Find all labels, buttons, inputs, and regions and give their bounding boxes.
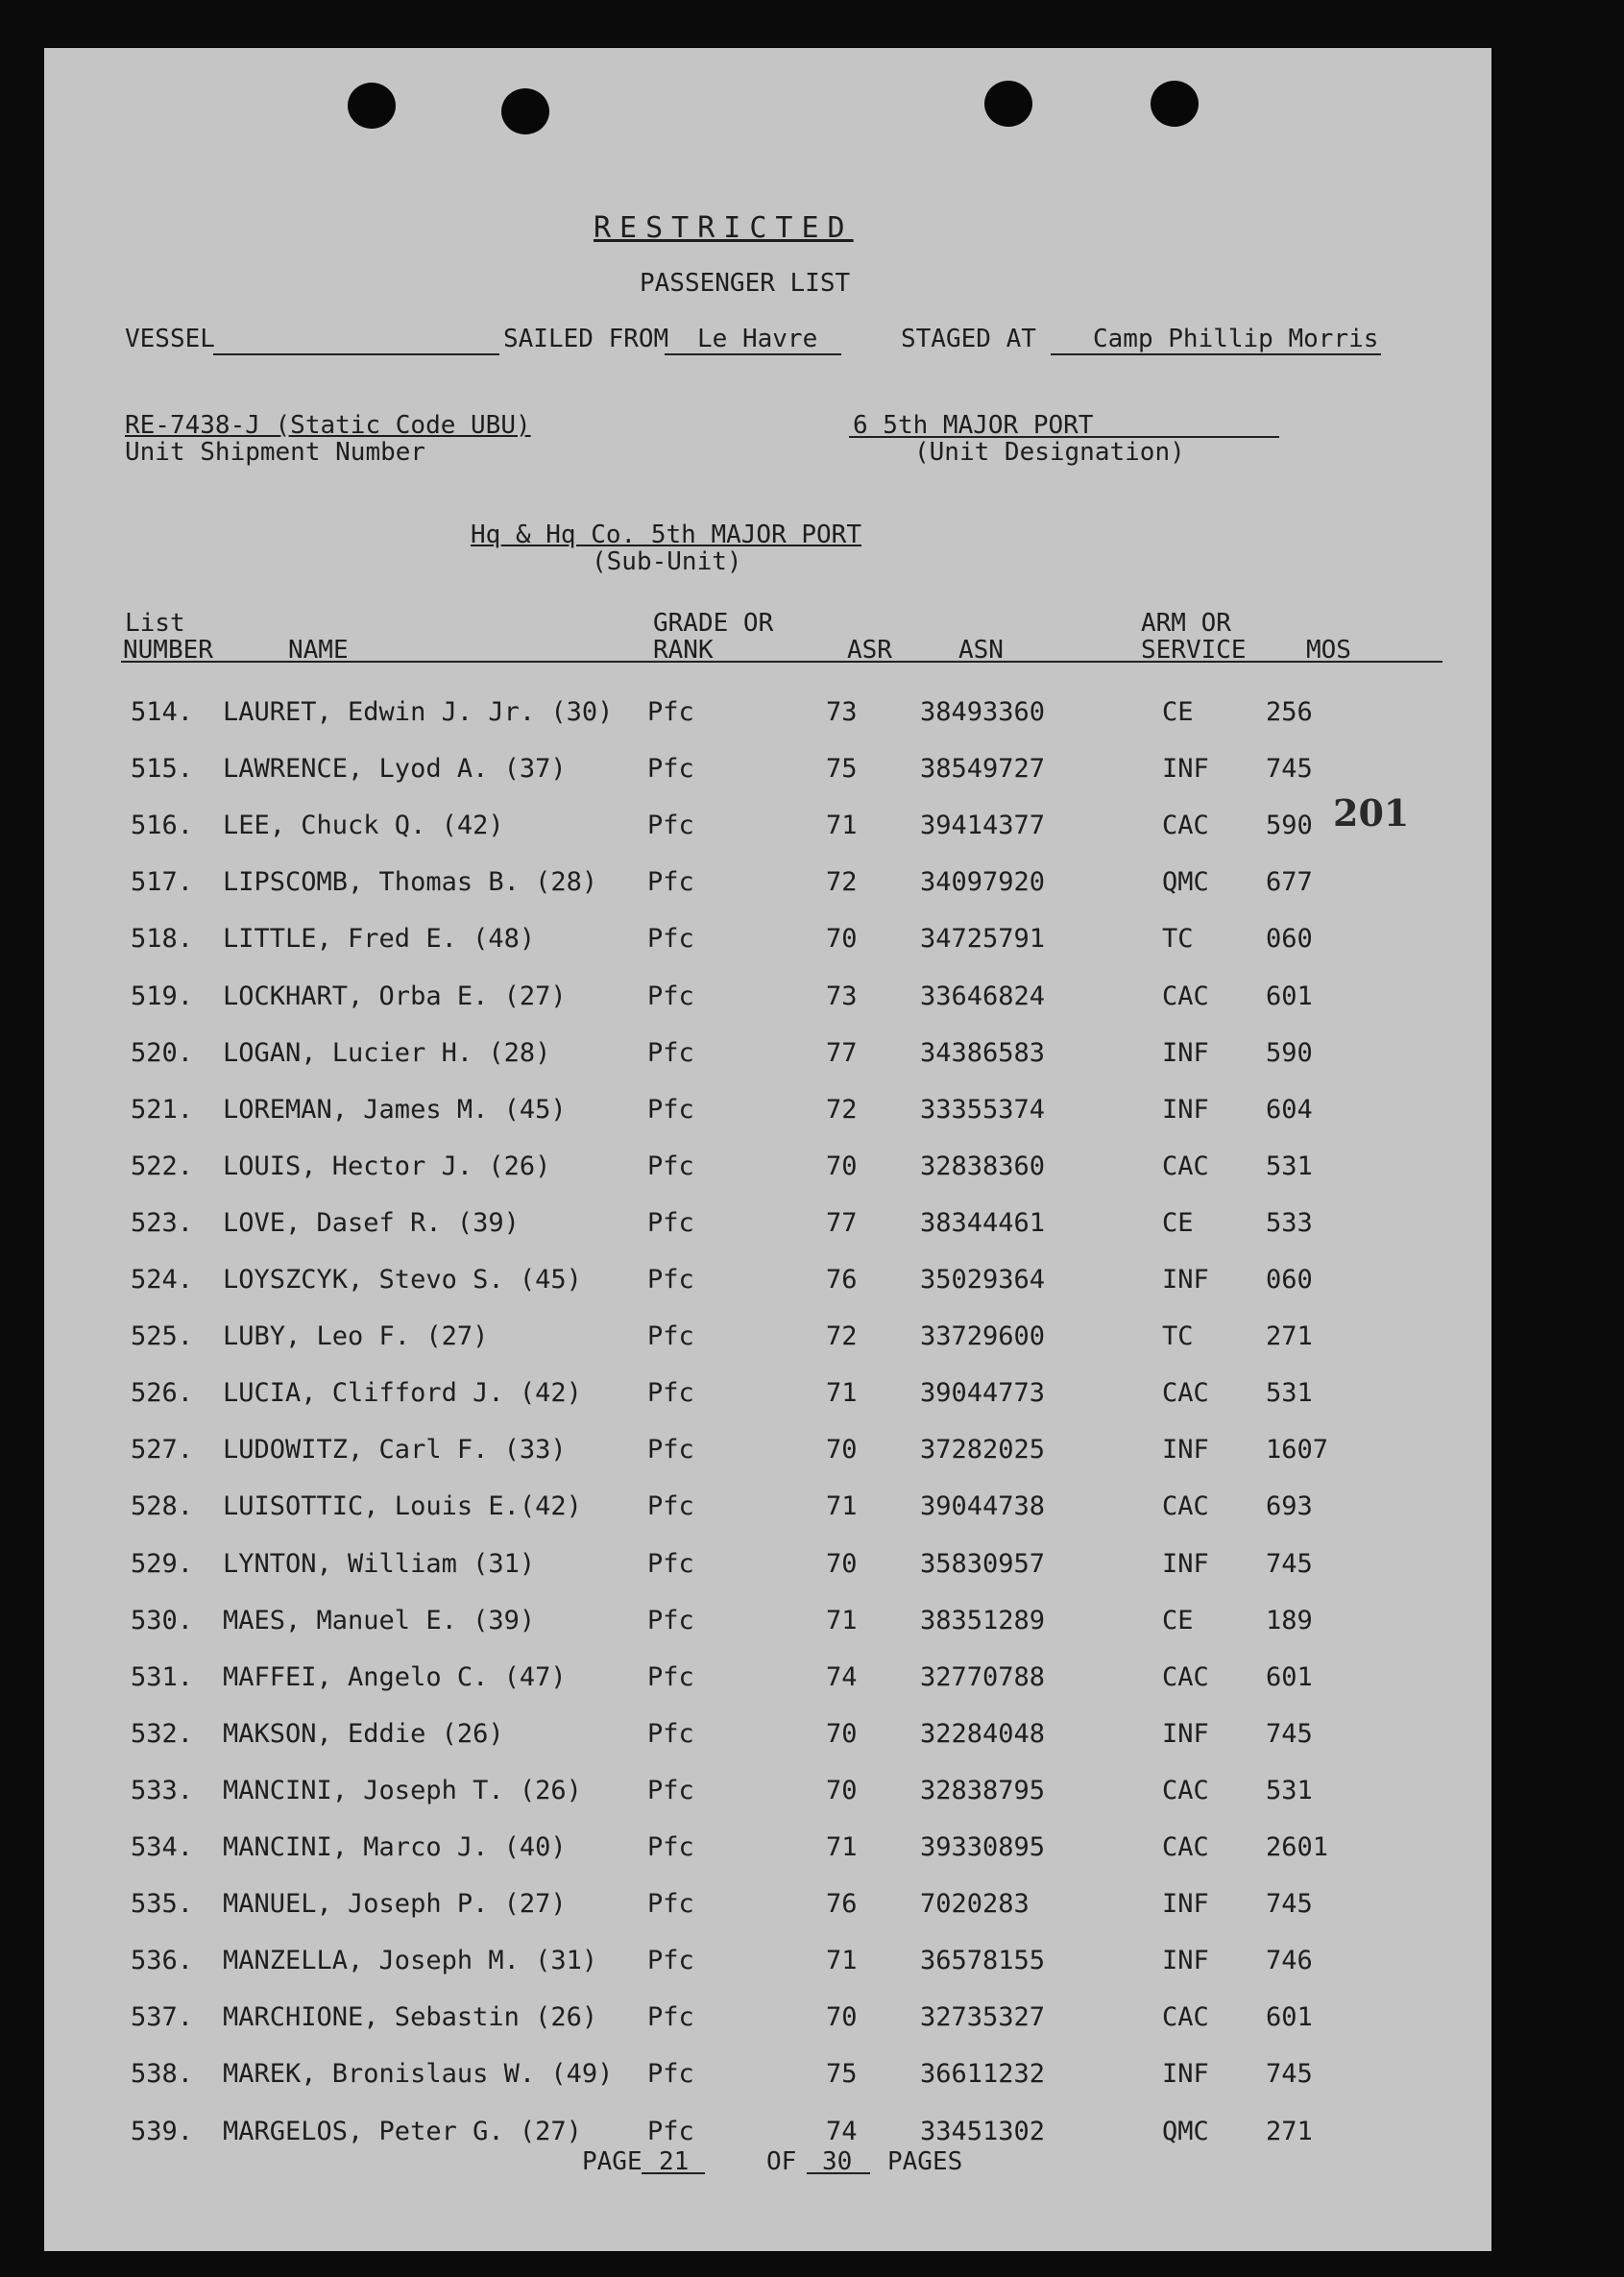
service-number: 35830957 [920, 1548, 1046, 1579]
mos-code: 189 [1266, 1605, 1313, 1635]
arm-service: CAC [1162, 981, 1209, 1011]
asr-score: 76 [826, 1889, 858, 1920]
grade-rank: Pfc [647, 697, 694, 727]
list-number: 525. [131, 1321, 194, 1352]
header-asr: ASR [847, 636, 892, 665]
list-number: 531. [131, 1661, 194, 1692]
page-label: PAGE [582, 2147, 642, 2176]
mos-code: 590 [1266, 811, 1313, 841]
list-number: 519. [131, 981, 194, 1011]
grade-rank: Pfc [647, 1661, 694, 1692]
punch-hole [1151, 81, 1199, 127]
list-number: 516. [131, 811, 194, 841]
grade-rank: Pfc [647, 1775, 694, 1805]
passenger-name: LEE, Chuck Q. (42) [223, 811, 504, 841]
mos-code: 745 [1266, 1889, 1313, 1920]
asr-score: 76 [826, 1265, 858, 1295]
grade-rank: Pfc [647, 1435, 694, 1466]
list-number: 514. [131, 697, 194, 727]
document-page [44, 48, 1491, 2251]
service-number: 32838795 [920, 1775, 1046, 1805]
service-number: 32770788 [920, 1661, 1046, 1692]
arm-service: CAC [1162, 1378, 1209, 1409]
table-row [44, 2059, 1491, 2097]
passenger-name: LAURET, Edwin J. Jr. (30) [223, 697, 614, 727]
grade-rank: Pfc [647, 867, 694, 898]
header-asn: ASN [958, 636, 1004, 665]
table-row [44, 1946, 1491, 1984]
service-number: 38549727 [920, 754, 1046, 785]
grade-rank: Pfc [647, 1605, 694, 1635]
service-number: 34386583 [920, 1037, 1046, 1068]
grade-rank: Pfc [647, 1718, 694, 1749]
passenger-name: MANUEL, Joseph P. (27) [223, 1889, 567, 1920]
table-row [44, 811, 1491, 849]
service-number: 34725791 [920, 924, 1046, 955]
service-number: 38344461 [920, 1207, 1046, 1238]
header-mos: MOS [1306, 636, 1351, 665]
grade-rank: Pfc [647, 1832, 694, 1862]
asr-score: 72 [826, 867, 858, 898]
page-number: 21 [659, 2147, 690, 2176]
table-row [44, 1491, 1491, 1530]
passenger-name: LOGAN, Lucier H. (28) [223, 1037, 551, 1068]
staged-at-value: Camp Phillip Morris [1093, 325, 1379, 353]
list-number: 517. [131, 867, 194, 898]
header-number: NUMBER [123, 636, 213, 665]
mos-code: 745 [1266, 754, 1313, 785]
unit-designation-label: (Unit Designation) [914, 438, 1185, 467]
document-title: PASSENGER LIST [640, 269, 851, 298]
list-number: 539. [131, 2116, 194, 2146]
passenger-name: MAKSON, Eddie (26) [223, 1718, 504, 1749]
list-number: 532. [131, 1718, 194, 1749]
table-row [44, 1038, 1491, 1077]
total-pages: 30 [822, 2147, 853, 2176]
passenger-name: LUDOWITZ, Carl F. (33) [223, 1435, 567, 1466]
arm-service: INF [1162, 1889, 1209, 1920]
asr-score: 73 [826, 981, 858, 1011]
service-number: 39044773 [920, 1378, 1046, 1409]
shipment-number: RE-7438-J (Static Code UBU) [125, 411, 531, 440]
asr-score: 73 [826, 697, 858, 727]
table-row [44, 1549, 1491, 1587]
table-row [44, 1435, 1491, 1473]
asr-score: 71 [826, 811, 858, 841]
arm-service: INF [1162, 1548, 1209, 1579]
table-row [44, 1151, 1491, 1190]
list-number: 520. [131, 1037, 194, 1068]
header-list: List [125, 609, 185, 638]
punch-hole [348, 83, 396, 129]
arm-service: INF [1162, 1946, 1209, 1976]
table-row [44, 867, 1491, 906]
passenger-name: MANZELLA, Joseph M. (31) [223, 1946, 598, 1976]
asr-score: 70 [826, 2002, 858, 2033]
mos-code: 060 [1266, 924, 1313, 955]
passenger-name: MARCHIONE, Sebastin (26) [223, 2002, 598, 2033]
passenger-name: LYNTON, William (31) [223, 1548, 536, 1579]
service-number: 39044738 [920, 1491, 1046, 1522]
service-number: 33729600 [920, 1321, 1046, 1352]
passenger-name: MANCINI, Joseph T. (26) [223, 1775, 582, 1805]
table-row [44, 2002, 1491, 2041]
asr-score: 70 [826, 1151, 858, 1181]
sub-unit-label: (Sub-Unit) [592, 547, 742, 576]
asr-score: 70 [826, 1548, 858, 1579]
passenger-name: LUISOTTIC, Louis E.(42) [223, 1491, 582, 1522]
mos-code: 531 [1266, 1775, 1313, 1805]
passenger-name: LUBY, Leo F. (27) [223, 1321, 489, 1352]
arm-service: CE [1162, 1605, 1194, 1635]
list-number: 526. [131, 1378, 194, 1409]
grade-rank: Pfc [647, 811, 694, 841]
grade-rank: Pfc [647, 1321, 694, 1352]
grade-rank: Pfc [647, 1265, 694, 1295]
header-name: NAME [288, 636, 349, 665]
asr-score: 77 [826, 1207, 858, 1238]
sailed-from-value: Le Havre [697, 325, 818, 353]
table-row [44, 1832, 1491, 1871]
passenger-name: LOREMAN, James M. (45) [223, 1094, 567, 1125]
asr-score: 71 [826, 1832, 858, 1862]
arm-service: CAC [1162, 1832, 1209, 1862]
sailed-from-field-line [665, 353, 841, 355]
grade-rank: Pfc [647, 924, 694, 955]
mos-code: 601 [1266, 2002, 1313, 2033]
arm-service: INF [1162, 1265, 1209, 1295]
grade-rank: Pfc [647, 2059, 694, 2090]
punch-hole [501, 88, 549, 134]
service-number: 35029364 [920, 1265, 1046, 1295]
service-number: 39330895 [920, 1832, 1046, 1862]
mos-code: 531 [1266, 1378, 1313, 1409]
passenger-name: MAES, Manuel E. (39) [223, 1605, 536, 1635]
asr-score: 75 [826, 754, 858, 785]
arm-service: INF [1162, 1094, 1209, 1125]
table-row [44, 981, 1491, 1020]
mos-code: 677 [1266, 867, 1313, 898]
mos-code: 601 [1266, 981, 1313, 1011]
grade-rank: Pfc [647, 1094, 694, 1125]
list-number: 533. [131, 1775, 194, 1805]
asr-score: 71 [826, 1605, 858, 1635]
asr-score: 70 [826, 924, 858, 955]
arm-service: CAC [1162, 1151, 1209, 1181]
list-number: 522. [131, 1151, 194, 1181]
asr-score: 71 [826, 1946, 858, 1976]
arm-service: INF [1162, 2059, 1209, 2090]
mos-code: 533 [1266, 1207, 1313, 1238]
mos-code: 2601 [1266, 1832, 1329, 1862]
header-grade: GRADE OR [653, 609, 774, 638]
arm-service: TC [1162, 924, 1194, 955]
grade-rank: Pfc [647, 1491, 694, 1522]
service-number: 38493360 [920, 697, 1046, 727]
passenger-name: LAWRENCE, Lyod A. (37) [223, 754, 567, 785]
mos-code: 745 [1266, 1718, 1313, 1749]
mos-code: 746 [1266, 1946, 1313, 1976]
mos-code: 601 [1266, 1661, 1313, 1692]
grade-rank: Pfc [647, 1548, 694, 1579]
arm-service: CAC [1162, 1775, 1209, 1805]
asr-score: 72 [826, 1094, 858, 1125]
service-number: 33355374 [920, 1094, 1046, 1125]
arm-service: CE [1162, 697, 1194, 727]
service-number: 33451302 [920, 2116, 1046, 2146]
arm-service: CAC [1162, 811, 1209, 841]
list-number: 538. [131, 2059, 194, 2090]
table-row [44, 1606, 1491, 1644]
list-number: 530. [131, 1605, 194, 1635]
pages-label: PAGES [887, 2147, 963, 2176]
arm-service: INF [1162, 1037, 1209, 1068]
asr-score: 72 [826, 1321, 858, 1352]
mos-code: 745 [1266, 2059, 1313, 2090]
arm-service: CAC [1162, 2002, 1209, 2033]
passenger-name: LOCKHART, Orba E. (27) [223, 981, 567, 1011]
table-row [44, 1662, 1491, 1701]
header-rule [121, 661, 1442, 663]
list-number: 537. [131, 2002, 194, 2033]
header-arm: ARM OR [1141, 609, 1231, 638]
list-number: 534. [131, 1832, 194, 1862]
grade-rank: Pfc [647, 1946, 694, 1976]
mos-code: 693 [1266, 1491, 1313, 1522]
grade-rank: Pfc [647, 2002, 694, 2033]
list-number: 515. [131, 754, 194, 785]
service-number: 36578155 [920, 1946, 1046, 1976]
stamp-number: 201 [1333, 791, 1410, 835]
service-number: 33646824 [920, 981, 1046, 1011]
table-row [44, 1776, 1491, 1814]
grade-rank: Pfc [647, 1207, 694, 1238]
arm-service: INF [1162, 1718, 1209, 1749]
sub-unit: Hq & Hq Co. 5th MAJOR PORT [471, 521, 861, 549]
arm-service: INF [1162, 754, 1209, 785]
asr-score: 71 [826, 1491, 858, 1522]
grade-rank: Pfc [647, 981, 694, 1011]
mos-code: 604 [1266, 1094, 1313, 1125]
arm-service: INF [1162, 1435, 1209, 1466]
mos-code: 271 [1266, 1321, 1313, 1352]
asr-score: 71 [826, 1378, 858, 1409]
service-number: 36611232 [920, 2059, 1046, 2090]
list-number: 521. [131, 1094, 194, 1125]
asr-score: 74 [826, 2116, 858, 2146]
mos-code: 745 [1266, 1548, 1313, 1579]
service-number: 38351289 [920, 1605, 1046, 1635]
unit-designation: 6 5th MAJOR PORT [853, 411, 1094, 440]
grade-rank: Pfc [647, 1151, 694, 1181]
service-number: 7020283 [920, 1889, 1030, 1920]
list-number: 523. [131, 1207, 194, 1238]
grade-rank: Pfc [647, 1378, 694, 1409]
table-row [44, 754, 1491, 792]
list-number: 518. [131, 924, 194, 955]
mos-code: 256 [1266, 697, 1313, 727]
service-number: 39414377 [920, 811, 1046, 841]
punch-hole [984, 81, 1032, 127]
arm-service: QMC [1162, 2116, 1209, 2146]
arm-service: QMC [1162, 867, 1209, 898]
list-number: 535. [131, 1889, 194, 1920]
sailed-from-label: SAILED FROM [503, 325, 669, 353]
asr-score: 75 [826, 2059, 858, 2090]
passenger-name: LOYSZCYK, Stevo S. (45) [223, 1265, 582, 1295]
of-label: OF [766, 2147, 797, 2176]
service-number: 34097920 [920, 867, 1046, 898]
passenger-name: LUCIA, Clifford J. (42) [223, 1378, 582, 1409]
table-row [44, 1889, 1491, 1927]
table-row [44, 1378, 1491, 1417]
passenger-name: MANCINI, Marco J. (40) [223, 1832, 567, 1862]
service-number: 37282025 [920, 1435, 1046, 1466]
passenger-name: LITTLE, Fred E. (48) [223, 924, 536, 955]
header-rank: RANK [653, 636, 714, 665]
staged-at-field-line [1051, 353, 1381, 355]
asr-score: 70 [826, 1718, 858, 1749]
grade-rank: Pfc [647, 1037, 694, 1068]
passenger-name: MARGELOS, Peter G. (27) [223, 2116, 582, 2146]
list-number: 529. [131, 1548, 194, 1579]
table-row [44, 1719, 1491, 1757]
mos-code: 590 [1266, 1037, 1313, 1068]
asr-score: 70 [826, 1775, 858, 1805]
service-number: 32735327 [920, 2002, 1046, 2033]
passenger-name: LOUIS, Hector J. (26) [223, 1151, 551, 1181]
asr-score: 70 [826, 1435, 858, 1466]
staged-at-label: STAGED AT [901, 325, 1036, 353]
vessel-label: VESSEL [125, 325, 215, 353]
table-row [44, 924, 1491, 962]
passenger-name: MAFFEI, Angelo C. (47) [223, 1661, 567, 1692]
service-number: 32284048 [920, 1718, 1046, 1749]
vessel-field-line [213, 353, 499, 355]
classification-heading: RESTRICTED [594, 211, 854, 245]
mos-code: 1607 [1266, 1435, 1329, 1466]
passenger-name: LIPSCOMB, Thomas B. (28) [223, 867, 598, 898]
list-number: 527. [131, 1435, 194, 1466]
arm-service: CE [1162, 1207, 1194, 1238]
shipment-number-label: Unit Shipment Number [125, 438, 426, 467]
service-number: 32838360 [920, 1151, 1046, 1181]
passenger-name: LOVE, Dasef R. (39) [223, 1207, 520, 1238]
arm-service: CAC [1162, 1661, 1209, 1692]
table-row [44, 1265, 1491, 1303]
mos-code: 271 [1266, 2116, 1313, 2146]
arm-service: TC [1162, 1321, 1194, 1352]
arm-service: CAC [1162, 1491, 1209, 1522]
asr-score: 74 [826, 1661, 858, 1692]
table-row [44, 697, 1491, 736]
grade-rank: Pfc [647, 2116, 694, 2146]
list-number: 524. [131, 1265, 194, 1295]
asr-score: 77 [826, 1037, 858, 1068]
list-number: 536. [131, 1946, 194, 1976]
header-service: SERVICE [1141, 636, 1247, 665]
list-number: 528. [131, 1491, 194, 1522]
passenger-name: MAREK, Bronislaus W. (49) [223, 2059, 614, 2090]
table-row [44, 1321, 1491, 1360]
mos-code: 060 [1266, 1265, 1313, 1295]
grade-rank: Pfc [647, 754, 694, 785]
table-row [44, 1208, 1491, 1247]
table-row [44, 1095, 1491, 1133]
mos-code: 531 [1266, 1151, 1313, 1181]
grade-rank: Pfc [647, 1889, 694, 1920]
